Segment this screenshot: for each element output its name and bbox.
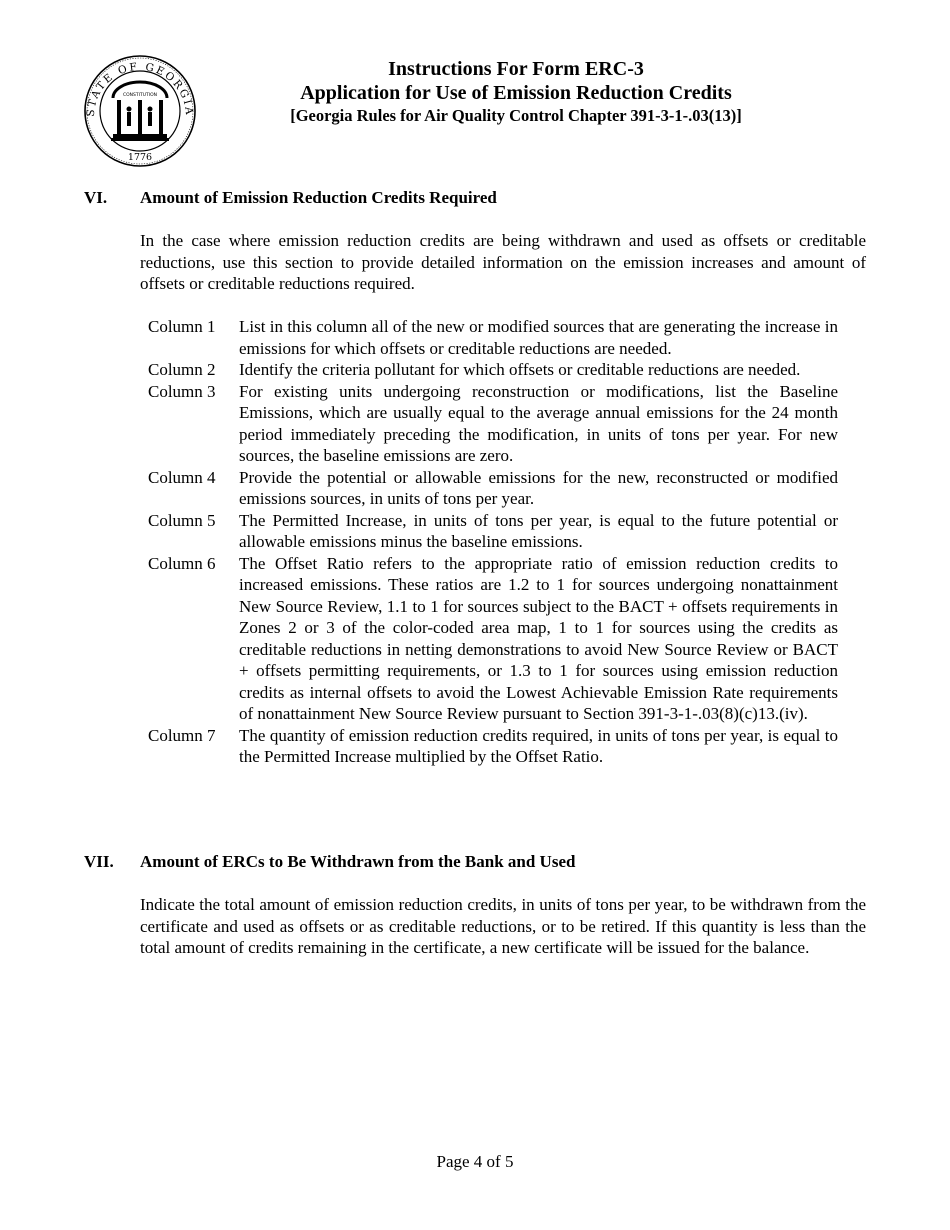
column-item	[148, 316, 838, 359]
column-label: Column 3	[148, 381, 216, 401]
section-title: Amount of ERCs to Be Withdrawn from the Bank and Used	[140, 852, 576, 871]
section-number: VII.	[84, 852, 114, 871]
column-label: Column 5	[148, 510, 216, 530]
column-label: Column 4	[148, 467, 216, 487]
column-item	[148, 381, 838, 467]
column-label: Column 2	[148, 360, 216, 379]
form-title: Instructions For Form ERC-3	[388, 58, 644, 80]
document-header	[220, 57, 812, 126]
column-text: The quantity of emission reduction credits required, in units of tons per year, is equal to the Permitted Increase multiplied by the Offset Ratio.	[239, 725, 838, 766]
column-label: Column 6	[148, 553, 216, 573]
column-text: The Permitted Increase, in units of tons per year, is equal to the future potential or allowable emissions minus the baseline emissions.	[239, 510, 838, 551]
column-item	[148, 510, 838, 553]
section-vi-intro: In the case where emission reduction credits are being withdrawn and used as offsets or creditable reductions, use this section to provide detailed information on the emission increases and amount of offsets or creditable reductions required.	[140, 231, 866, 293]
section-vii-heading	[84, 851, 575, 873]
georgia-state-seal	[83, 54, 197, 168]
section-title: Amount of Emission Reduction Credits Required	[140, 188, 497, 207]
column-text: Provide the potential or allowable emissions for the new, reconstructed or modified emissions sources, in units of tons per year.	[239, 467, 838, 508]
column-item	[148, 553, 838, 725]
page-number: Page 4 of 5	[436, 1152, 514, 1171]
column-label: Column 1	[148, 317, 216, 336]
column-text: The Offset Ratio refers to the appropriate ratio of emission reduction credits to increased emissions. These ratios are 1.2 to 1 for sources undergoing nonattainment New Source Review, 1.1 to 1 for sources subject to the BACT + offsets requirements in Zones 2 or 3 of the color-coded area map, 1 to 1 for sources using the credits as creditable reductions in netting demonstrations to avoid New Source Review or BACT + offsets permitting requirements, or 1.3 to 1 for sources using emission reduction credits as internal offsets to avoid the Lowest Achievable Emission Rate requirements of nonattainment New Source Review pursuant to Section 391-3-1-.03(8)(c)13.(iv).	[239, 553, 838, 723]
column-item	[148, 725, 838, 768]
svg-text:CONSTITUTION: CONSTITUTION	[122, 93, 158, 98]
section-vi-heading	[84, 187, 497, 209]
svg-text:STATE OF GEORGIA: STATE OF GEORGIA	[84, 60, 196, 118]
form-subtitle: Application for Use of Emission Reduction Credits	[300, 82, 732, 104]
section-number: VI.	[84, 188, 108, 207]
section-vii-text: Indicate the total amount of emission reduction credits, in units of tons per year, to be withdrawn from the certificate and used as offsets or as creditable reductions, or to be retired. If this quantity is less than the total amount of credits remaining in the certificate, a new certificate will be issued for the balance.	[140, 895, 866, 957]
rule-citation: [Georgia Rules for Air Quality Control Chapter 391-3-1-.03(13)]	[290, 106, 742, 125]
column-text: Identify the criteria pollutant for which offsets or creditable reductions are needed.	[239, 360, 801, 379]
column-descriptions	[148, 316, 838, 768]
column-text: List in this column all of the new or modified sources that are generating the increase in emissions for which offsets or creditable reductions are needed.	[239, 317, 838, 358]
column-item	[148, 359, 838, 381]
column-label: Column 7	[148, 725, 216, 745]
svg-text:1776: 1776	[127, 152, 153, 163]
column-item	[148, 467, 838, 510]
column-text: For existing units undergoing reconstruction or modifications, list the Baseline Emissions, which are usually equal to the average annual emissions for the 24 month period immediately preceding the modification, in units of tons per year. For new sources, the baseline emissions are zero.	[239, 381, 838, 465]
